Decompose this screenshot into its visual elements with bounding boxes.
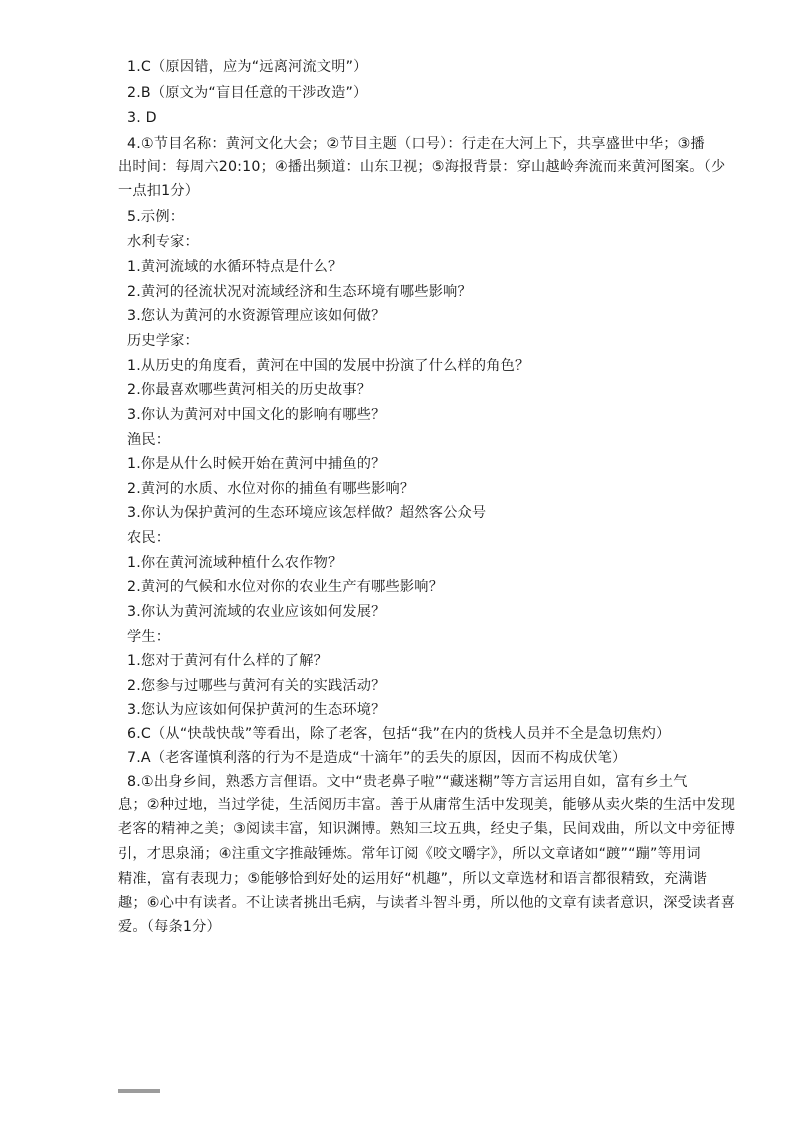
text-line: 3.您认为黄河的水资源管理应该如何做？ bbox=[127, 308, 386, 324]
text-line: 2.黄河的径流状况对流域经济和生态环境有哪些影响？ bbox=[127, 284, 472, 300]
text-line: 2.您参与过哪些与黄河有关的实践活动？ bbox=[127, 678, 386, 694]
text-line: 3. D bbox=[127, 110, 157, 126]
text-line: 4.①节目名称：黄河文化大会；②节目主题（口号）：行走在大河上下，共享盛世中华；③播 bbox=[127, 136, 705, 152]
text-line: 息；②种过地，当过学徒，生活阅历丰富。善于从庸常生活中发现美，能够从卖火柴的生活中发现 bbox=[118, 797, 736, 813]
text-line: 1.C（原因错，应为“远离河流文明”） bbox=[127, 59, 368, 75]
text-line: 1.你是从什么时候开始在黄河中捕鱼的？ bbox=[127, 456, 386, 472]
text-line: 5.示例： bbox=[127, 209, 185, 225]
text-line: 7.A（老客谨慎利落的行为不是造成“十滴年”的丢失的原因，因而不构成伏笔） bbox=[127, 750, 627, 766]
section-heading: 学生： bbox=[127, 629, 171, 645]
text-line: 3.你认为保护黄河的生态环境应该怎样做？超然客公众号 bbox=[127, 505, 487, 521]
section-heading: 农民： bbox=[127, 530, 171, 546]
text-line: 2.B（原文为“盲目任意的干涉改造”） bbox=[127, 85, 368, 101]
text-line: 1.黄河流域的水循环特点是什么？ bbox=[127, 259, 343, 275]
text-line: 老客的精神之美；③阅读丰富，知识渊博。熟知三坟五典，经史子集，民间戏曲，所以文中旁征博 bbox=[118, 821, 736, 837]
text-line: 8.①出身乡间，熟悉方言俚语。文中“贵老鼻子啦”“藏迷糊”等方言运用自如，富有乡土气 bbox=[127, 774, 688, 790]
text-line: 2.黄河的气候和水位对你的农业生产有哪些影响？ bbox=[127, 579, 444, 595]
text-line: 1.你在黄河流域种植什么农作物？ bbox=[127, 555, 343, 571]
text-line: 出时间：每周六20:10；④播出频道：山东卫视；⑤海报背景：穿山越岭奔流而来黄河图案。（少 bbox=[118, 159, 726, 175]
text-line: 2.你最喜欢哪些黄河相关的历史故事？ bbox=[127, 382, 372, 398]
section-heading: 历史学家： bbox=[127, 333, 199, 349]
text-line: 1.您对于黄河有什么样的了解？ bbox=[127, 653, 328, 669]
text-line: 3.你认为黄河对中国文化的影响有哪些？ bbox=[127, 407, 386, 423]
text-line: 引，才思泉涌；④注重文字推敲锤炼。常年订阅《咬文嚼字》，所以文章诸如“踱”“蹦”等用词 bbox=[118, 846, 701, 862]
footer-divider bbox=[118, 1089, 160, 1093]
text-line: 2.黄河的水质、水位对你的捕鱼有哪些影响？ bbox=[127, 481, 415, 497]
text-line: 3.您认为应该如何保护黄河的生态环境？ bbox=[127, 702, 386, 718]
text-line: 6.C（从“快哉快哉”等看出，除了老客，包括“我”在内的货栈人员并不全是急切焦灼） bbox=[127, 726, 671, 742]
text-line: 一点扣1分） bbox=[118, 183, 200, 199]
section-heading: 渔民： bbox=[127, 432, 171, 448]
text-line: 爱。（每条1分） bbox=[118, 919, 221, 935]
text-line: 趣；⑥心中有读者。不让读者挑出毛病，与读者斗智斗勇，所以他的文章有读者意识，深受读者喜 bbox=[118, 895, 736, 911]
text-line: 精准，富有表现力；⑤能够恰到好处的运用好“机趣”，所以文章选材和语言都很精致，充满谐 bbox=[118, 871, 708, 887]
text-line: 1.从历史的角度看，黄河在中国的发展中扮演了什么样的角色？ bbox=[127, 358, 530, 374]
text-line: 3.你认为黄河流域的农业应该如何发展？ bbox=[127, 604, 386, 620]
section-heading: 水利专家： bbox=[127, 234, 199, 250]
